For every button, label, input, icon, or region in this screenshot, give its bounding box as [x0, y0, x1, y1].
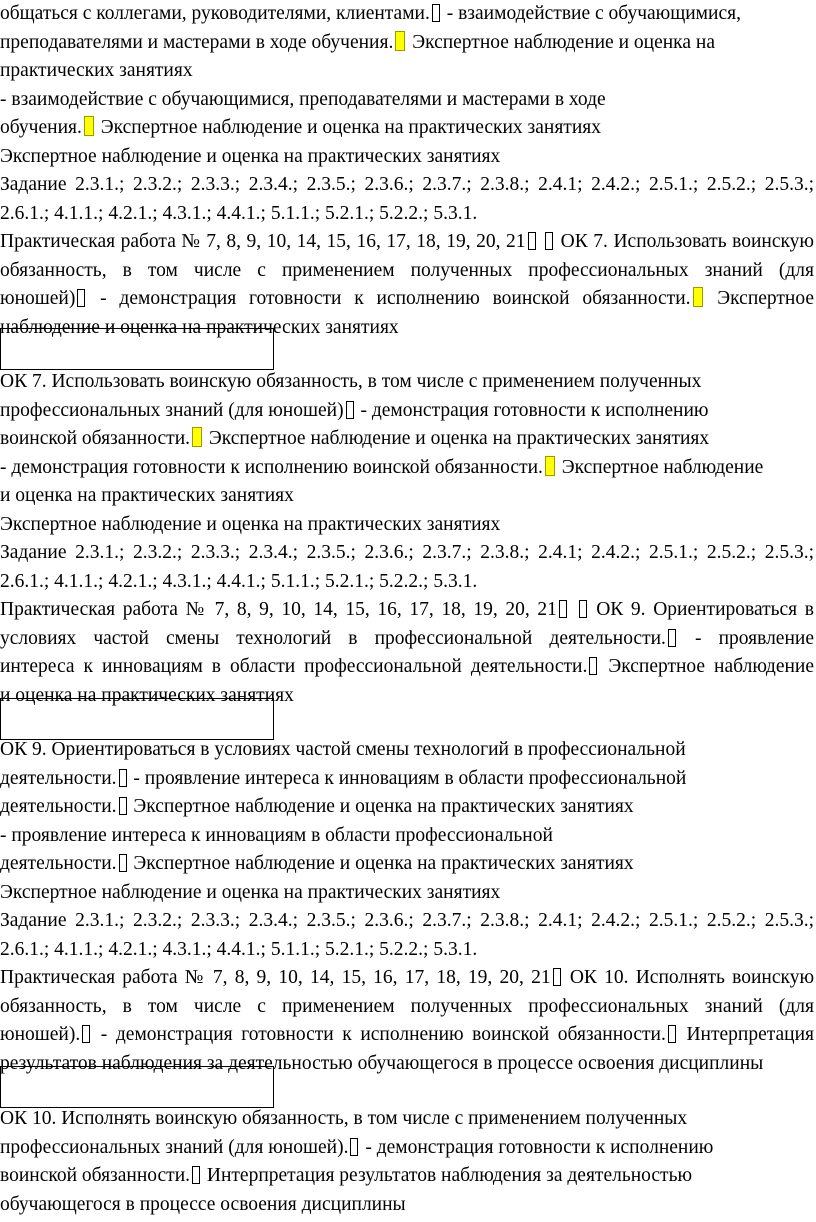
text-span: Экспертное наблюдение и оценка на практических занятиях [0, 881, 501, 903]
text-span: обязанность, в том числе с применением полученных профессиональных знаний (для [0, 995, 814, 1017]
text-span: профессиональных знаний (для юношей) [0, 399, 344, 421]
text-span: ОК 9. Ориентироваться в условиях частой смены технологий в профессиональной [0, 739, 686, 760]
text-line [0, 114, 814, 143]
text-span: условиях частой смены технологий в профессиональной деятельности. [0, 627, 666, 649]
highlighted-glyph-icon [545, 456, 555, 476]
text-span: ОК 7. Использовать воинскую [555, 231, 815, 252]
missing-glyph-icon [119, 797, 127, 815]
text-line [0, 793, 814, 822]
text-span: общаться с коллегами, руководителями, клиентами. [0, 3, 430, 24]
text-span: - взаимодействие с обучающимися, [441, 3, 741, 24]
text-span: Экспертное наблюдение [556, 456, 764, 478]
text-span: - демонстрация готовности к исполнению воинской обязанности. [92, 1024, 666, 1045]
text-line [0, 200, 814, 229]
text-span: - проявление [677, 627, 814, 649]
text-span: интереса к инновациям в области профессиональной деятельности. [0, 656, 588, 677]
text-line [0, 964, 814, 993]
text-line [0, 765, 814, 794]
text-line [0, 736, 814, 765]
text-span: юношей) [0, 288, 76, 309]
missing-glyph-icon [432, 4, 440, 22]
text-span: деятельности. [0, 853, 117, 874]
text-span: деятельности. [0, 767, 117, 789]
text-line [0, 397, 814, 426]
text-span: Интерпретация результатов наблюдения за деятельностью [202, 1165, 693, 1186]
text-span: Практическая работа № 7, 8, 9, 10, 14, 15, 16, 17, 18, 19, 20, 21 [0, 599, 557, 620]
text-span: Экспертное наблюдение и оценка на практических занятиях [0, 513, 501, 535]
text-line [0, 850, 814, 879]
text-line [0, 568, 814, 597]
text-span: 2.6.1.; 4.1.1.; 4.2.1.; 4.3.1.; 4.4.1.; 5.1.1.; 5.2.1.; 5.2.2.; 5.3.1. [0, 570, 478, 592]
text-span: - демонстрация готовности к исполнению воинской обязанности. [87, 288, 691, 309]
missing-glyph-icon [350, 1138, 358, 1156]
text-span: ОК 10. Исполнять воинскую [562, 967, 815, 988]
text-line [0, 511, 814, 540]
text-line [0, 425, 814, 454]
text-span: - демонстрация готовности к исполнению воинской обязанности. [0, 456, 543, 478]
missing-glyph-icon [668, 1025, 676, 1043]
text-span: Практическая работа № 7, 8, 9, 10, 14, 15, 16, 17, 18, 19, 20, 21 [0, 967, 551, 988]
text-span: и оценка на практических занятиях [0, 485, 294, 506]
text-span: Задание 2.3.1.; 2.3.2.; 2.3.3.; 2.3.4.; 2.3.5.; 2.3.6.; 2.3.7.; 2.3.8.; 2.4.1; 2.4.2.; 2.5.1.; 2.5.2.; 2.5.3.; [0, 910, 814, 931]
text-span: Экспертное наблюдение [599, 656, 814, 677]
text-line [0, 1191, 814, 1220]
text-block-4 [0, 1105, 814, 1219]
text-line [0, 993, 814, 1022]
text-span: обучения. [0, 117, 82, 138]
text-line [0, 143, 814, 172]
missing-glyph-icon [82, 1025, 90, 1043]
missing-glyph-icon [579, 600, 587, 618]
text-span: обязанность, в том числе с применением полученных профессиональных знаний (для [0, 259, 814, 281]
missing-glyph-icon [589, 657, 597, 675]
text-line [0, 285, 814, 314]
text-span: профессиональных знаний (для юношей). [0, 1136, 349, 1158]
missing-glyph-icon [553, 968, 561, 986]
text-span: - демонстрация готовности к исполнению [360, 1136, 714, 1158]
text-line [0, 625, 814, 654]
highlighted-glyph-icon [693, 287, 703, 307]
text-span: Экспертное [704, 288, 815, 309]
text-span: Экспертное наблюдение и оценка на практических занятиях [204, 428, 710, 449]
text-span: - взаимодействие с обучающимися, преподавателями и мастерами в ходе [0, 88, 606, 110]
text-line [0, 879, 814, 908]
missing-glyph-icon [119, 854, 127, 872]
text-line [0, 653, 814, 682]
text-span: - проявление интереса к инновациям в области профессиональной [128, 767, 687, 789]
text-span: деятельности. [0, 796, 117, 817]
text-span: Практическая работа № 7, 8, 9, 10, 14, 15, 16, 17, 18, 19, 20, 21 [0, 231, 526, 252]
text-line [0, 0, 814, 29]
missing-glyph-icon [545, 232, 553, 250]
text-line [0, 57, 814, 86]
text-span: ОК 9. Ориентироваться в [588, 599, 814, 620]
text-span: Экспертное наблюдение и оценка на [407, 31, 715, 53]
text-span: Экспертное наблюдение и оценка на практических занятиях [128, 796, 634, 817]
text-span: 2.6.1.; 4.1.1.; 4.2.1.; 4.3.1.; 4.4.1.; 5.1.1.; 5.2.1.; 5.2.2.; 5.3.1. [0, 202, 478, 224]
text-line [0, 482, 814, 511]
text-line [0, 822, 814, 851]
empty-table-cell [0, 698, 274, 740]
text-span: - проявление интереса к инновациям в области профессиональной [0, 824, 553, 846]
text-line [0, 257, 814, 286]
text-span: практических занятиях [0, 60, 193, 81]
empty-table-cell [0, 328, 274, 370]
text-span: Экспертное наблюдение и оценка на практических занятиях [128, 853, 634, 874]
text-line [0, 171, 814, 200]
text-span: Задание 2.3.1.; 2.3.2.; 2.3.3.; 2.3.4.; 2.3.5.; 2.3.6.; 2.3.7.; 2.3.8.; 2.4.1; 2.4.2.; 2.5.1.; 2.5.2.; 2.5.3.; [0, 542, 814, 563]
text-span: Экспертное наблюдение и оценка на практических занятиях [95, 117, 601, 138]
text-span: воинской обязанности. [0, 1165, 191, 1186]
highlighted-glyph-icon [84, 116, 94, 136]
text-line [0, 907, 814, 936]
missing-glyph-icon [192, 1166, 200, 1184]
text-block-3 [0, 736, 814, 1078]
text-line [0, 29, 814, 58]
missing-glyph-icon [119, 769, 127, 787]
missing-glyph-icon [668, 629, 676, 647]
text-line [0, 228, 814, 257]
text-span: 2.6.1.; 4.1.1.; 4.2.1.; 4.3.1.; 4.4.1.; 5.1.1.; 5.2.1.; 5.2.2.; 5.3.1. [0, 938, 478, 960]
text-line [0, 596, 814, 625]
text-span: преподавателями и мастерами в ходе обучения. [0, 31, 394, 53]
text-line [0, 454, 814, 483]
text-span: ОК 7. Использовать воинскую обязанность, в том числе с применением полученных [0, 371, 702, 392]
empty-table-cell [0, 1066, 274, 1108]
text-block-2 [0, 368, 814, 710]
text-line [0, 1162, 814, 1191]
missing-glyph-icon [77, 289, 85, 307]
highlighted-glyph-icon [192, 427, 202, 447]
text-span: обучающегося в процессе освоения дисциплины [0, 1193, 406, 1215]
missing-glyph-icon [559, 600, 567, 618]
text-line [0, 368, 814, 397]
text-span: наблюдение и оценка на практических занятиях [0, 316, 399, 338]
text-span: Задание 2.3.1.; 2.3.2.; 2.3.3.; 2.3.4.; 2.3.5.; 2.3.6.; 2.3.7.; 2.3.8.; 2.4.1; 2.4.2.; 2.5.1.; 2.5.2.; 2.5.3.; [0, 174, 814, 195]
text-block-1 [0, 0, 814, 342]
text-line [0, 86, 814, 115]
text-span: и оценка на практических занятиях [0, 684, 294, 706]
text-span: - демонстрация готовности к исполнению [355, 399, 709, 421]
text-span: ОК 10. Исполнять воинскую обязанность, в том числе с применением полученных [0, 1108, 688, 1129]
text-line [0, 936, 814, 965]
text-line [0, 1105, 814, 1134]
text-span: результатов наблюдения за деятельностью обучающегося в процессе освоения дисциплины [0, 1052, 764, 1074]
text-line [0, 1134, 814, 1163]
text-span: юношей). [0, 1024, 81, 1045]
highlighted-glyph-icon [395, 31, 405, 51]
text-span: воинской обязанности. [0, 428, 191, 449]
text-line [0, 539, 814, 568]
text-span: Интерпретация [677, 1024, 814, 1045]
text-span: Экспертное наблюдение и оценка на практических занятиях [0, 145, 501, 167]
missing-glyph-icon [346, 401, 354, 419]
text-line [0, 1021, 814, 1050]
missing-glyph-icon [528, 232, 536, 250]
